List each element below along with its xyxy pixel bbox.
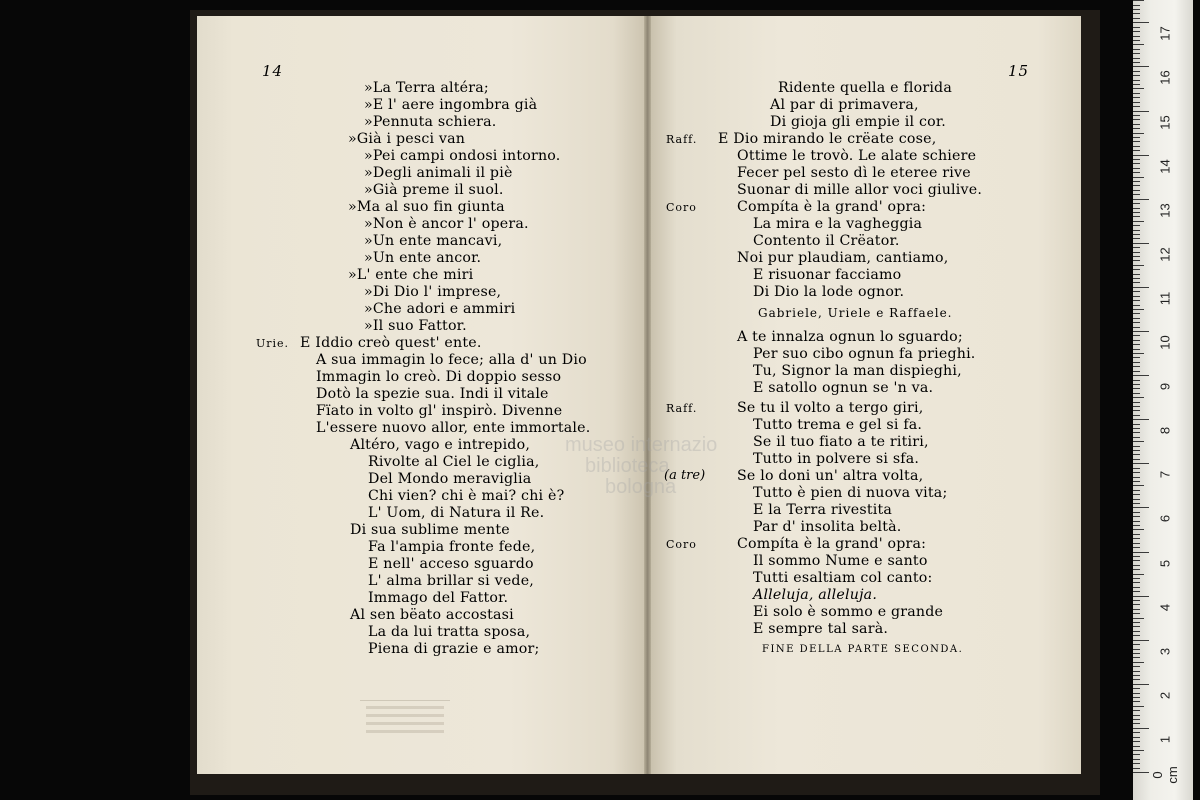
verse-line: »Non è ancor l' opera. <box>364 216 529 232</box>
ruler-tick <box>1133 547 1140 548</box>
ruler-tick <box>1133 9 1140 10</box>
verse-line: E la Terra rivestita <box>753 502 893 518</box>
verse-line: »L' ente che miri <box>348 267 474 283</box>
ruler-tick <box>1133 247 1140 248</box>
ruler-tick <box>1133 671 1140 672</box>
ruler-number: 0 cm <box>1150 766 1180 784</box>
ruler-tick <box>1133 97 1140 98</box>
verse-line: Di gioja gli empie il cor. <box>770 114 946 130</box>
verse-line: Rivolte al Ciel le ciglia, <box>368 454 540 470</box>
ruler-tick <box>1133 529 1144 530</box>
verse-line: E sempre tal sarà. <box>753 621 889 637</box>
ruler-tick <box>1133 768 1140 769</box>
ruler-tick <box>1133 763 1140 764</box>
ruler-tick <box>1133 305 1140 306</box>
ruler-tick <box>1133 335 1140 336</box>
ruler-tick <box>1133 710 1140 711</box>
verse-line: L'essere nuovo allor, ente immortale. <box>316 420 591 436</box>
ruler-tick <box>1133 181 1140 182</box>
ruler-number: 1 <box>1157 735 1173 744</box>
verse-line: Tutti esaltiam col canto: <box>753 570 933 586</box>
ruler-tick <box>1133 622 1140 623</box>
part-end-label: FINE DELLA PARTE SECONDA. <box>762 644 964 655</box>
ruler-tick <box>1133 124 1140 125</box>
ruler-tick <box>1133 512 1140 513</box>
ruler-tick <box>1133 521 1140 522</box>
ruler-tick <box>1133 503 1140 504</box>
verse-line: Compíta è la grand' opra: <box>737 536 927 552</box>
verse-line: E risuonar facciamo <box>753 267 902 283</box>
ruler-tick <box>1133 397 1144 398</box>
ruler-tick <box>1133 565 1140 566</box>
ruler-number: 8 <box>1157 427 1173 435</box>
ruler-tick <box>1133 653 1140 654</box>
ruler-tick <box>1133 291 1140 292</box>
ruler-tick <box>1133 155 1149 156</box>
ruler-tick <box>1133 300 1140 301</box>
ruler-tick <box>1133 75 1140 76</box>
ruler-tick <box>1133 600 1140 601</box>
verse-line: Tutto è pien di nuova vita; <box>753 485 948 501</box>
ruler-tick <box>1133 296 1140 297</box>
ruler-tick <box>1133 626 1140 627</box>
verse-line: Piena di grazie e amor; <box>368 641 540 657</box>
verse-line: »Un ente ancor. <box>364 250 482 266</box>
book-gutter <box>644 16 651 774</box>
ruler-tick <box>1133 463 1149 464</box>
verse-line: Tutto in polvere si sfa. <box>753 451 920 467</box>
ruler-number: 4 <box>1157 603 1173 611</box>
watermark-line: biblioteca <box>585 455 670 477</box>
ruler-tick <box>1133 459 1140 460</box>
ruler-tick <box>1133 406 1140 407</box>
ruler-tick <box>1133 146 1140 147</box>
ruler-tick <box>1133 216 1140 217</box>
ruler-tick <box>1133 234 1140 235</box>
verse-line: Suonar di mille allor voci giulive. <box>737 182 983 198</box>
ruler-tick <box>1133 618 1144 619</box>
ruler-tick <box>1133 49 1140 50</box>
ruler-tick <box>1133 556 1140 557</box>
verse-line: Ottime le trovò. Le alate schiere <box>737 148 977 164</box>
verse-line: »Pei campi ondosi intorno. <box>364 148 561 164</box>
ruler-tick <box>1133 5 1140 6</box>
ruler-tick <box>1133 472 1140 473</box>
verse-line: »Ma al suo fin giunta <box>348 199 505 215</box>
ruler-tick <box>1133 282 1140 283</box>
ruler-tick <box>1133 313 1140 314</box>
ruler-tick <box>1133 225 1140 226</box>
ruler-tick <box>1133 203 1140 204</box>
verse-line: E satollo ognun se 'n va. <box>753 380 934 396</box>
ruler-tick <box>1133 375 1149 376</box>
ruler-tick <box>1133 450 1140 451</box>
library-watermark <box>545 435 717 498</box>
ruler-tick <box>1133 371 1140 372</box>
ruler-tick <box>1133 737 1140 738</box>
ruler-tick <box>1133 27 1140 28</box>
ruler-tick <box>1133 133 1144 134</box>
ruler-tick <box>1133 481 1140 482</box>
ruler-tick <box>1133 516 1140 517</box>
ruler-tick <box>1133 190 1140 191</box>
ruler-tick <box>1133 265 1144 266</box>
ruler-tick <box>1133 393 1140 394</box>
library-stamp <box>360 700 450 743</box>
ruler-tick <box>1133 357 1140 358</box>
ruler-number: 11 <box>1157 291 1173 306</box>
ruler-tick <box>1133 243 1149 244</box>
verse-line: Noi pur plaudiam, cantiamo, <box>737 250 949 266</box>
ruler-tick <box>1133 415 1140 416</box>
verse-line: Tu, Signor la man dispieghi, <box>753 363 962 379</box>
ruler-tick <box>1133 424 1140 425</box>
ruler-tick <box>1133 750 1144 751</box>
verse-line: Se il tuo fiato a te ritiri, <box>753 434 929 450</box>
verse-line: Fïato in volto gl' inspirò. Divenne <box>316 403 563 419</box>
verse-line: Ei solo è sommo e grande <box>753 604 944 620</box>
ruler-tick <box>1133 485 1144 486</box>
verse-line: Dotò la spezie sua. Indi il vitale <box>316 386 549 402</box>
ruler-tick <box>1133 499 1140 500</box>
ruler-tick <box>1133 141 1140 142</box>
ruler-tick <box>1133 111 1149 112</box>
watermark-line: museo internazio <box>565 434 718 456</box>
ruler-tick <box>1133 88 1144 89</box>
verse-line: »Di Dio l' imprese, <box>364 284 502 300</box>
ruler-tick <box>1133 388 1140 389</box>
ruler-tick <box>1133 256 1140 257</box>
ruler-number: 14 <box>1157 158 1173 174</box>
ruler-tick <box>1133 340 1140 341</box>
ruler-tick <box>1133 150 1140 151</box>
ruler-tick <box>1133 80 1140 81</box>
verse-line: »Già preme il suol. <box>364 182 504 198</box>
ruler-number: 12 <box>1157 247 1173 262</box>
ruler-tick <box>1133 578 1140 579</box>
verse-line: Per suo cibo ognun fa prieghi. <box>753 346 976 362</box>
verse-line: A sua immagin lo fece; alla d' un Dio <box>316 352 587 368</box>
ruler-tick <box>1133 238 1140 239</box>
ruler-tick <box>1133 706 1144 707</box>
ruler-tick <box>1133 177 1144 178</box>
ruler-tick <box>1133 36 1140 37</box>
ruler-tick <box>1133 772 1149 773</box>
ruler-tick <box>1133 759 1140 760</box>
ruler-number: 7 <box>1157 471 1173 479</box>
ruler-tick <box>1133 93 1140 94</box>
verse-line: Del Mondo meraviglia <box>368 471 532 487</box>
ruler-tick <box>1133 719 1140 720</box>
ruler-tick <box>1133 746 1140 747</box>
verse-line: A te innalza ognun lo sguardo; <box>737 329 963 345</box>
ruler-tick <box>1133 66 1149 67</box>
ruler-tick <box>1133 221 1144 222</box>
verse-line: Di Dio la lode ognor. <box>753 284 905 300</box>
verse-line: Ridente quella e florida <box>778 80 952 96</box>
ruler-tick <box>1133 13 1140 14</box>
ruler-tick <box>1133 208 1140 209</box>
section-heading: Gabriele, Uriele e Raffaele. <box>758 306 953 320</box>
verse-line: Se lo doni un' altra volta, <box>737 468 924 484</box>
ruler-tick <box>1133 410 1140 411</box>
ruler-tick <box>1133 40 1140 41</box>
ruler-number: 17 <box>1157 26 1173 42</box>
speaker-label: Coro <box>666 538 697 551</box>
ruler-tick <box>1133 71 1140 72</box>
measuring-ruler <box>1133 0 1193 800</box>
ruler-tick <box>1133 274 1140 275</box>
ruler-tick <box>1133 679 1140 680</box>
ruler-tick <box>1133 552 1149 553</box>
ruler-tick <box>1133 128 1140 129</box>
ruler-tick <box>1133 574 1144 575</box>
verse-line: »Il suo Fattor. <box>364 318 467 334</box>
verse-line: Contento il Crëator. <box>753 233 900 249</box>
ruler-tick <box>1133 525 1140 526</box>
speaker-label: (a tre) <box>664 468 706 483</box>
ruler-tick <box>1133 723 1140 724</box>
ruler-tick <box>1133 287 1149 288</box>
ruler-tick <box>1133 477 1140 478</box>
ruler-tick <box>1133 675 1140 676</box>
verse-line: »Pennuta schiera. <box>364 114 497 130</box>
verse-line: Fa l'ampia fronte fede, <box>368 539 536 555</box>
ruler-tick <box>1133 596 1149 597</box>
verse-line: Se tu il volto a tergo giri, <box>737 400 924 416</box>
ruler-number: 10 <box>1157 335 1173 350</box>
ruler-tick <box>1133 349 1140 350</box>
verse-line: L' Uom, di Natura il Re. <box>368 505 545 521</box>
ruler-tick <box>1133 163 1140 164</box>
ruler-tick <box>1133 168 1140 169</box>
ruler-tick <box>1133 172 1140 173</box>
speaker-label: Urie. <box>256 337 290 350</box>
ruler-tick <box>1133 441 1144 442</box>
ruler-tick <box>1133 662 1144 663</box>
ruler-tick <box>1133 715 1140 716</box>
ruler-tick <box>1133 353 1144 354</box>
ruler-tick <box>1133 543 1140 544</box>
ruler-tick <box>1133 102 1140 103</box>
ruler-number: 13 <box>1157 202 1173 218</box>
ruler-tick <box>1133 366 1140 367</box>
ruler-tick <box>1133 212 1140 213</box>
ruler-tick <box>1133 446 1140 447</box>
ruler-tick <box>1133 322 1140 323</box>
ruler-number: 16 <box>1157 70 1173 86</box>
verse-line: E nell' acceso sguardo <box>368 556 534 572</box>
verse-line: »Degli animali il piè <box>364 165 513 181</box>
ruler-tick <box>1133 640 1149 641</box>
verse-line: Di sua sublime mente <box>350 522 510 538</box>
verse-line: E Iddio creò quest' ente. <box>300 335 482 351</box>
ruler-tick <box>1133 604 1140 605</box>
ruler-tick <box>1133 362 1140 363</box>
ruler-tick <box>1133 701 1140 702</box>
ruler-tick <box>1133 318 1140 319</box>
verse-line: La mira e la vagheggia <box>753 216 923 232</box>
ruler-tick <box>1133 432 1140 433</box>
ruler-tick <box>1133 269 1140 270</box>
ruler-tick <box>1133 18 1140 19</box>
ruler-tick <box>1133 454 1140 455</box>
ruler-tick <box>1133 534 1140 535</box>
ruler-tick <box>1133 635 1140 636</box>
ruler-tick <box>1133 468 1140 469</box>
ruler-tick <box>1133 657 1140 658</box>
ruler-tick <box>1133 666 1140 667</box>
speaker-label: Coro <box>666 201 697 214</box>
ruler-tick <box>1133 507 1149 508</box>
ruler-tick <box>1133 741 1140 742</box>
verse-line: Alleluja, alleluja. <box>753 587 878 603</box>
verse-line: Par d' insolita beltà. <box>753 519 902 535</box>
ruler-tick <box>1133 644 1140 645</box>
verse-line: »Già i pesci van <box>348 131 466 147</box>
verse-line: E Dio mirando le crëate cose, <box>718 131 937 147</box>
ruler-tick <box>1133 591 1140 592</box>
ruler-tick <box>1133 119 1140 120</box>
ruler-tick <box>1133 53 1140 54</box>
ruler-tick <box>1133 260 1140 261</box>
ruler-number: 6 <box>1157 515 1173 523</box>
verse-line: Immago del Fattor. <box>368 590 509 606</box>
ruler-tick <box>1133 106 1140 107</box>
verse-line: Altéro, vago e intrepido, <box>350 437 531 453</box>
right-page-number: 15 <box>1008 62 1030 80</box>
ruler-tick <box>1133 697 1140 698</box>
ruler-tick <box>1133 693 1140 694</box>
ruler-tick <box>1133 380 1140 381</box>
ruler-tick <box>1133 384 1140 385</box>
ruler-tick <box>1133 22 1149 23</box>
ruler-tick <box>1133 44 1144 45</box>
speaker-label: Raff. <box>666 133 698 146</box>
verse-line: Il sommo Nume e santo <box>753 553 928 569</box>
ruler-tick <box>1133 252 1140 253</box>
ruler-tick <box>1133 490 1140 491</box>
verse-line: »E l' aere ingombra già <box>364 97 538 113</box>
verse-line: »Che adori e ammiri <box>364 301 516 317</box>
ruler-tick <box>1133 0 1144 1</box>
verse-line: »La Terra altéra; <box>364 80 489 96</box>
ruler-tick <box>1133 582 1140 583</box>
verse-line: La da lui tratta sposa, <box>368 624 531 640</box>
verse-line: Immagin lo creò. Di doppio sesso <box>316 369 562 385</box>
verse-line: L' alma brillar si vede, <box>368 573 535 589</box>
ruler-tick <box>1133 159 1140 160</box>
ruler-number: 9 <box>1157 382 1173 391</box>
ruler-tick <box>1133 437 1140 438</box>
ruler-tick <box>1133 494 1140 495</box>
ruler-tick <box>1133 613 1140 614</box>
verse-line: Chi vien? chi è mai? chi è? <box>368 488 565 504</box>
ruler-tick <box>1133 419 1149 420</box>
ruler-tick <box>1133 538 1140 539</box>
ruler-tick <box>1133 309 1144 310</box>
ruler-tick <box>1133 587 1140 588</box>
ruler-tick <box>1133 62 1140 63</box>
ruler-tick <box>1133 185 1140 186</box>
verse-line: Fecer pel sesto dì le eteree rive <box>737 165 971 181</box>
left-page-number: 14 <box>262 62 284 80</box>
ruler-tick <box>1133 31 1140 32</box>
ruler-number: 2 <box>1157 691 1173 699</box>
ruler-tick <box>1133 688 1140 689</box>
ruler-tick <box>1133 684 1149 685</box>
watermark-line: bologna <box>605 476 677 498</box>
ruler-tick <box>1133 754 1140 755</box>
ruler-tick <box>1133 199 1149 200</box>
verse-line: Al par di primavera, <box>770 97 919 113</box>
ruler-tick <box>1133 331 1149 332</box>
ruler-tick <box>1133 728 1149 729</box>
ruler-tick <box>1133 609 1140 610</box>
ruler-tick <box>1133 230 1140 231</box>
ruler-tick <box>1133 732 1140 733</box>
ruler-tick <box>1133 569 1140 570</box>
speaker-label: Raff. <box>666 402 698 415</box>
verse-line: Al sen bëato accostasi <box>350 607 514 623</box>
ruler-number: 3 <box>1157 647 1173 655</box>
ruler-tick <box>1133 115 1140 116</box>
ruler-tick <box>1133 631 1140 632</box>
verse-line: Compíta è la grand' opra: <box>737 199 927 215</box>
ruler-tick <box>1133 194 1140 195</box>
ruler-number: 5 <box>1157 559 1173 567</box>
ruler-tick <box>1133 137 1140 138</box>
ruler-tick <box>1133 278 1140 279</box>
ruler-tick <box>1133 649 1140 650</box>
ruler-tick <box>1133 327 1140 328</box>
ruler-tick <box>1133 58 1140 59</box>
ruler-tick <box>1133 402 1140 403</box>
ruler-number: 15 <box>1157 114 1173 130</box>
verse-line: »Un ente mancavi, <box>364 233 503 249</box>
ruler-tick <box>1133 84 1140 85</box>
ruler-tick <box>1133 344 1140 345</box>
ruler-tick <box>1133 560 1140 561</box>
ruler-tick <box>1133 428 1140 429</box>
verse-line: Tutto trema e gel si fa. <box>753 417 923 433</box>
